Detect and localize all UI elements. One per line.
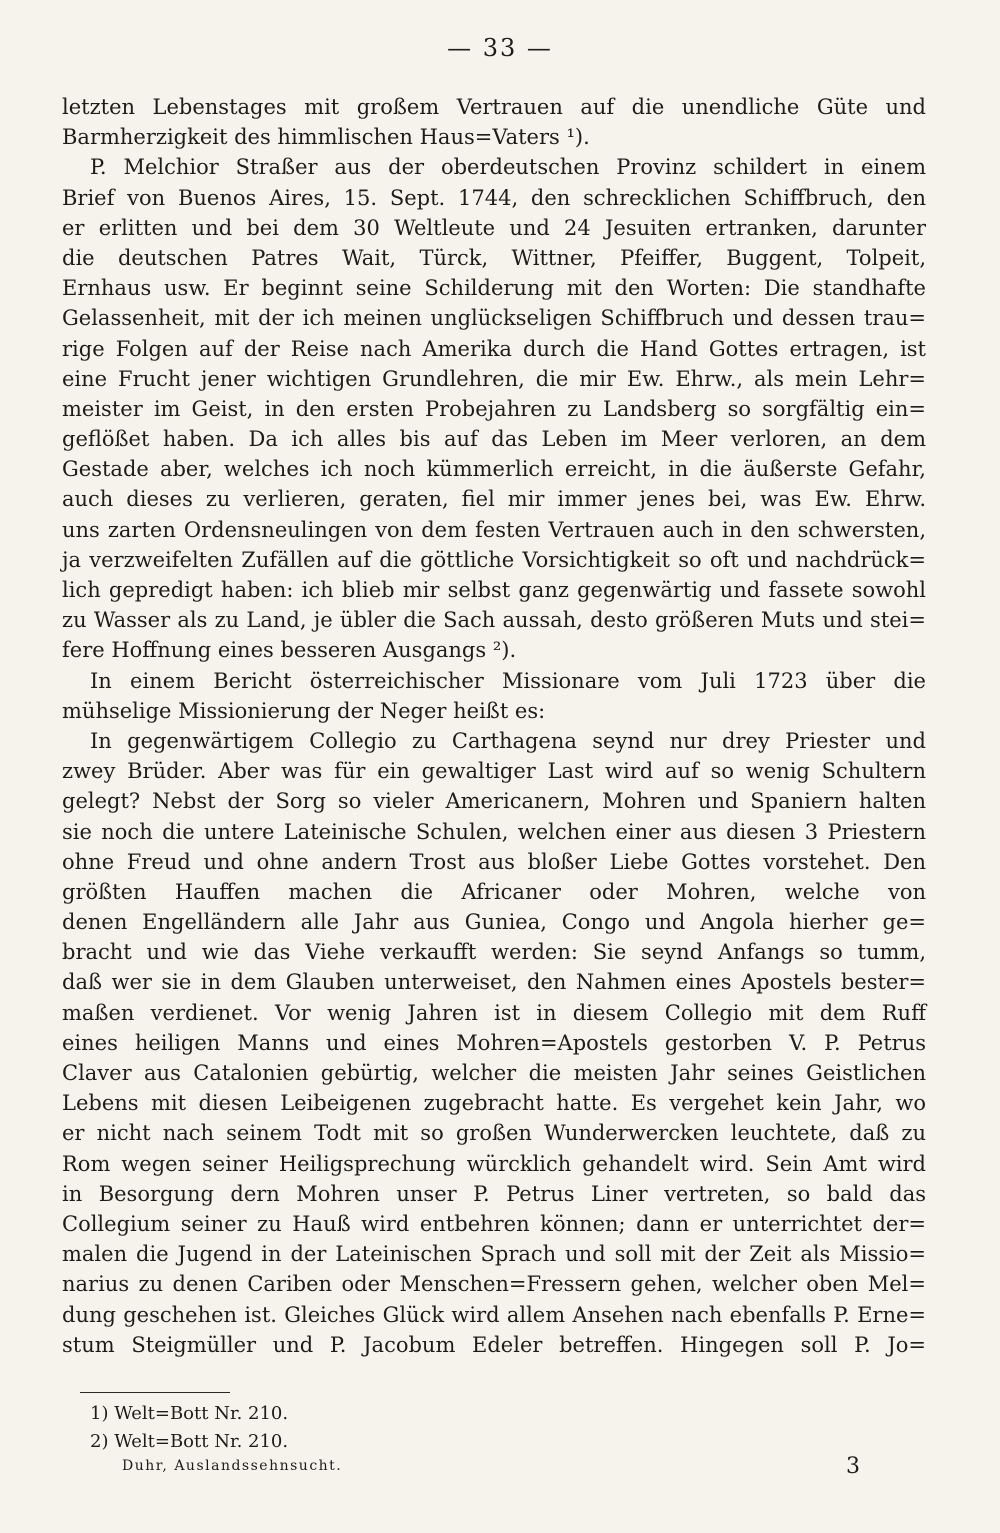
text-line: malen die Jugend in der Lateinischen Sprach und soll mit der Zeit als Missio= — [62, 1242, 926, 1267]
text-line: Ernhaus usw. Er beginnt seine Schilderung mit den Worten: Die standhafte — [62, 276, 926, 301]
text-line: letzten Lebenstages mit großem Vertrauen auf die unendliche Güte und — [62, 95, 926, 119]
text-line: dung geschehen ist. Gleiches Glück wird allem Ansehen nach ebenfalls P. Erne= — [62, 1302, 926, 1327]
printer-signature: Duhr, Auslandssehnsucht. — [122, 1458, 343, 1474]
text-line: zwey Brüder. Aber was für ein gewaltiger Last wird auf so wenig Schultern — [62, 759, 926, 784]
text-line: meister im Geist, in den ersten Probejahren zu Landsberg so sorgfältig ein= — [62, 396, 926, 421]
text-line: geflößet haben. Da ich alles bis auf das Leben im Meer verloren, an dem — [62, 427, 926, 452]
text-line: mühselige Missionierung der Neger heißt es: — [62, 698, 546, 723]
text-line: daß wer sie in dem Glauben unterweiset, den Nahmen eines Apostels bester= — [62, 970, 926, 995]
text-line: die deutschen Patres Wait, Türck, Wittner, Pfeiffer, Buggent, Tolpeit, — [62, 245, 926, 270]
text-line: uns zarten Ordensneulingen von dem festen Vertrauen auch in den schwersten, — [62, 517, 926, 542]
page-number: — 33 — — [447, 34, 553, 62]
text-line: maßen verdienet. Vor wenig Jahren ist in diesem Collegio mit dem Ruff — [62, 1000, 926, 1025]
text-line: Barmherzigkeit des himmlischen Haus=Vaters ¹). — [62, 125, 590, 150]
text-line: er erlitten und bei dem 30 Weltleute und 24 Jesuiten ertranken, darunter — [62, 215, 926, 240]
text-line: Collegium seiner zu Hauß wird entbehren können; dann er unterrichtet der= — [62, 1211, 926, 1236]
text-line: Gelassenheit, mit der ich meinen unglückseligen Schiffbruch und dessen trau= — [62, 306, 926, 331]
text-line: narius zu denen Cariben oder Menschen=Fressern gehen, welcher oben Mel= — [62, 1272, 926, 1297]
text-line: ohne Freud und ohne andern Trost aus bloßer Liebe Gottes vorstehet. Den — [62, 849, 926, 874]
text-line: Lebens mit diesen Leibeigenen zugebracht hatte. Es vergehet kein Jahr, wo — [62, 1091, 926, 1116]
text-line: rige Folgen auf der Reise nach Amerika durch die Hand Gottes ertragen, ist — [62, 336, 926, 361]
sheet-number: 3 — [846, 1454, 860, 1479]
footnote-divider — [80, 1392, 230, 1393]
text-line: In gegenwärtigem Collegio zu Carthagena seynd nur drey Priester und — [90, 728, 926, 753]
text-line: ja verzweifelten Zufällen auf die göttliche Vorsichtigkeit so oft und nachdrück= — [62, 547, 926, 572]
text-line: stum Steigmüller und P. Jacobum Edeler betreffen. Hingegen soll P. Jo= — [62, 1332, 926, 1357]
text-line: zu Wasser als zu Land, je übler die Sach aussah, desto größeren Muts und stei= — [62, 608, 926, 633]
text-line: eine Frucht jener wichtigen Grundlehren, die mir Ew. Ehrw., als mein Lehr= — [62, 366, 926, 391]
text-line: auch dieses zu verlieren, geraten, fiel mir immer jenes bei, was Ew. Ehrw. — [62, 487, 926, 512]
text-line: gelegt? Nebst der Sorg so vieler Americanern, Mohren und Spaniern halten — [62, 789, 926, 814]
text-line: er nicht nach seinem Todt mit so großen Wunderwercken leuchtete, daß zu — [62, 1121, 926, 1146]
text-line: sie noch die untere Lateinische Schulen, welchen einer aus diesen 3 Priestern — [62, 819, 926, 844]
text-line: Claver aus Catalonien gebürtig, welcher die meisten Jahr seines Geistlichen — [62, 1061, 926, 1085]
text-line: lich gepredigt haben: ich blieb mir selbst ganz gegenwärtig und fassete sowohl — [62, 578, 926, 602]
text-line: größten Hauffen machen die Africaner oder Mohren, welche von — [62, 879, 926, 904]
text-line: P. Melchior Straßer aus der oberdeutschen Provinz schildert in einem — [90, 155, 926, 180]
text-line: fere Hoffnung eines besseren Ausgangs ²). — [62, 638, 517, 663]
text-line: Brief von Buenos Aires, 15. Sept. 1744, den schrecklichen Schiffbruch, den — [62, 185, 926, 210]
text-line: bracht und wie das Viehe verkaufft werden: Sie seynd Anfangs so tumm, — [62, 940, 926, 965]
text-line: Rom wegen seiner Heiligsprechung würcklich gehandelt wird. Sein Amt wird — [62, 1151, 926, 1176]
text-line: Gestade aber, welches ich noch kümmerlich erreicht, in die äußerste Gefahr, — [62, 457, 926, 482]
text-line: In einem Bericht österreichischer Missionare vom Juli 1723 über die — [90, 668, 926, 693]
footnotes — [90, 1400, 690, 1456]
text-line: in Besorgung dern Mohren unser P. Petrus Liner vertreten, so bald das — [62, 1181, 926, 1206]
footnote: 1) Welt=Bott Nr. 210. — [90, 1403, 289, 1424]
text-line: denen Engelländern alle Jahr aus Guniea, Congo und Angola hierher ge= — [62, 910, 926, 935]
footnote: 2) Welt=Bott Nr. 210. — [90, 1431, 289, 1452]
text-line: eines heiligen Manns und eines Mohren=Apostels gestorben V. P. Petrus — [62, 1030, 926, 1055]
body-text — [62, 92, 926, 1360]
